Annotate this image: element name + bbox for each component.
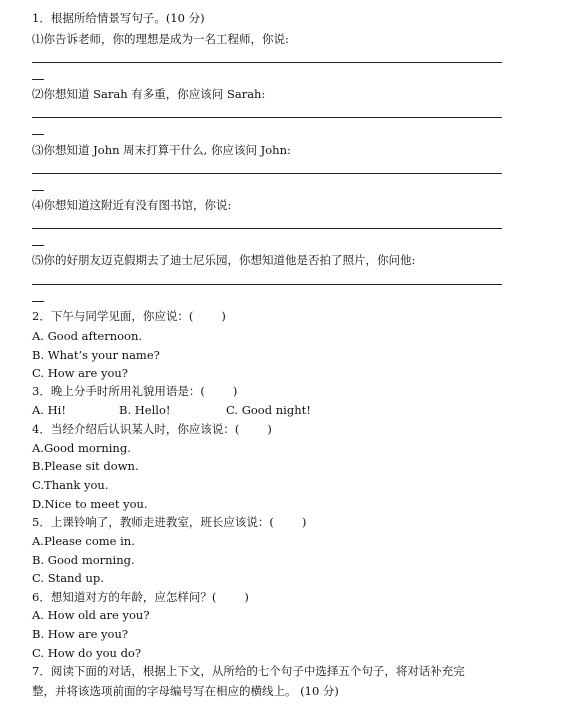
q2-stem-close: ) [221, 309, 226, 323]
q5-option-a: A.Please come in. [32, 534, 135, 548]
q3-option-a: A. Hi! [32, 403, 66, 417]
answer-line-2-tail [32, 134, 44, 135]
q3-option-c: C. Good night! [226, 403, 311, 417]
answer-line-1[interactable] [32, 62, 502, 63]
q2-stem-text: 2．下午与同学见面，你应说：( [32, 309, 194, 323]
q5-stem-close: ) [301, 515, 307, 529]
answer-line-5-tail [32, 301, 44, 302]
answer-line-4-tail [32, 245, 44, 246]
q3-stem [32, 383, 237, 399]
answer-line-4[interactable] [32, 228, 502, 229]
q5-stem [32, 514, 306, 530]
q5-option-c: C. Stand up. [32, 571, 104, 585]
q3-options-row [32, 402, 311, 418]
q2-option-b: B. What’s your name? [32, 348, 160, 362]
q1-item-4: ⑷你想知道这附近有没有图书馆，你说: [32, 198, 232, 212]
q5-option-b: B. Good morning. [32, 553, 135, 567]
q6-stem-text: 6．想知道对方的年龄，应怎样问？( [32, 590, 217, 604]
q6-option-a: A. How old are you? [32, 608, 150, 622]
q6-option-c: C. How do you do? [32, 646, 142, 660]
q4-stem-close: ) [267, 422, 272, 436]
q6-stem [32, 589, 249, 605]
answer-line-2[interactable] [32, 117, 502, 118]
q4-option-d: D.Nice to meet you. [32, 497, 148, 511]
q4-stem [32, 421, 272, 437]
q5-stem-text: 5．上课铃响了，教师走进教室，班长应该说：( [32, 515, 274, 529]
q3-stem-close: ) [232, 384, 238, 398]
q6-stem-close: ) [244, 590, 249, 604]
q7-line-1: 7．阅读下面的对话，根据上下文，从所给的七个句子中选择五个句子，将对话补充完 [32, 664, 465, 678]
answer-line-1-tail [32, 79, 44, 80]
q2-stem [32, 308, 226, 324]
q7-line-2: 整，并将该选项前面的字母编号写在相应的横线上。 (10 分) [32, 684, 339, 698]
q1-item-1: ⑴你告诉老师，你的理想是成为一名工程师，你说: [32, 32, 289, 46]
q4-option-a: A.Good morning. [32, 441, 131, 455]
q2-option-c: C. How are you? [32, 366, 128, 380]
q4-option-c: C.Thank you. [32, 478, 109, 492]
answer-line-3-tail [32, 190, 44, 191]
q4-option-b: B.Please sit down. [32, 459, 139, 473]
q1-item-3: ⑶你想知道 John 周末打算干什么, 你应该问 John: [32, 143, 291, 157]
answer-line-3[interactable] [32, 173, 502, 174]
q2-option-a: A. Good afternoon. [32, 329, 143, 343]
q6-option-b: B. How are you? [32, 627, 129, 641]
q1-title: 1．根据所给情景写句子。(10 分) [32, 11, 205, 25]
q3-stem-text: 3．晚上分手时所用礼貌用语是：( [32, 384, 205, 398]
q1-item-2: ⑵你想知道 Sarah 有多重，你应该问 Sarah: [32, 87, 266, 101]
answer-line-5[interactable] [32, 284, 502, 285]
q3-option-b: B. Hello! [119, 403, 171, 417]
q1-item-5: ⑸你的好朋友迈克假期去了迪士尼乐园，你想知道他是否拍了照片，你问他: [32, 253, 416, 267]
q4-stem-text: 4．当经介绍后认识某人时，你应该说：( [32, 422, 240, 436]
